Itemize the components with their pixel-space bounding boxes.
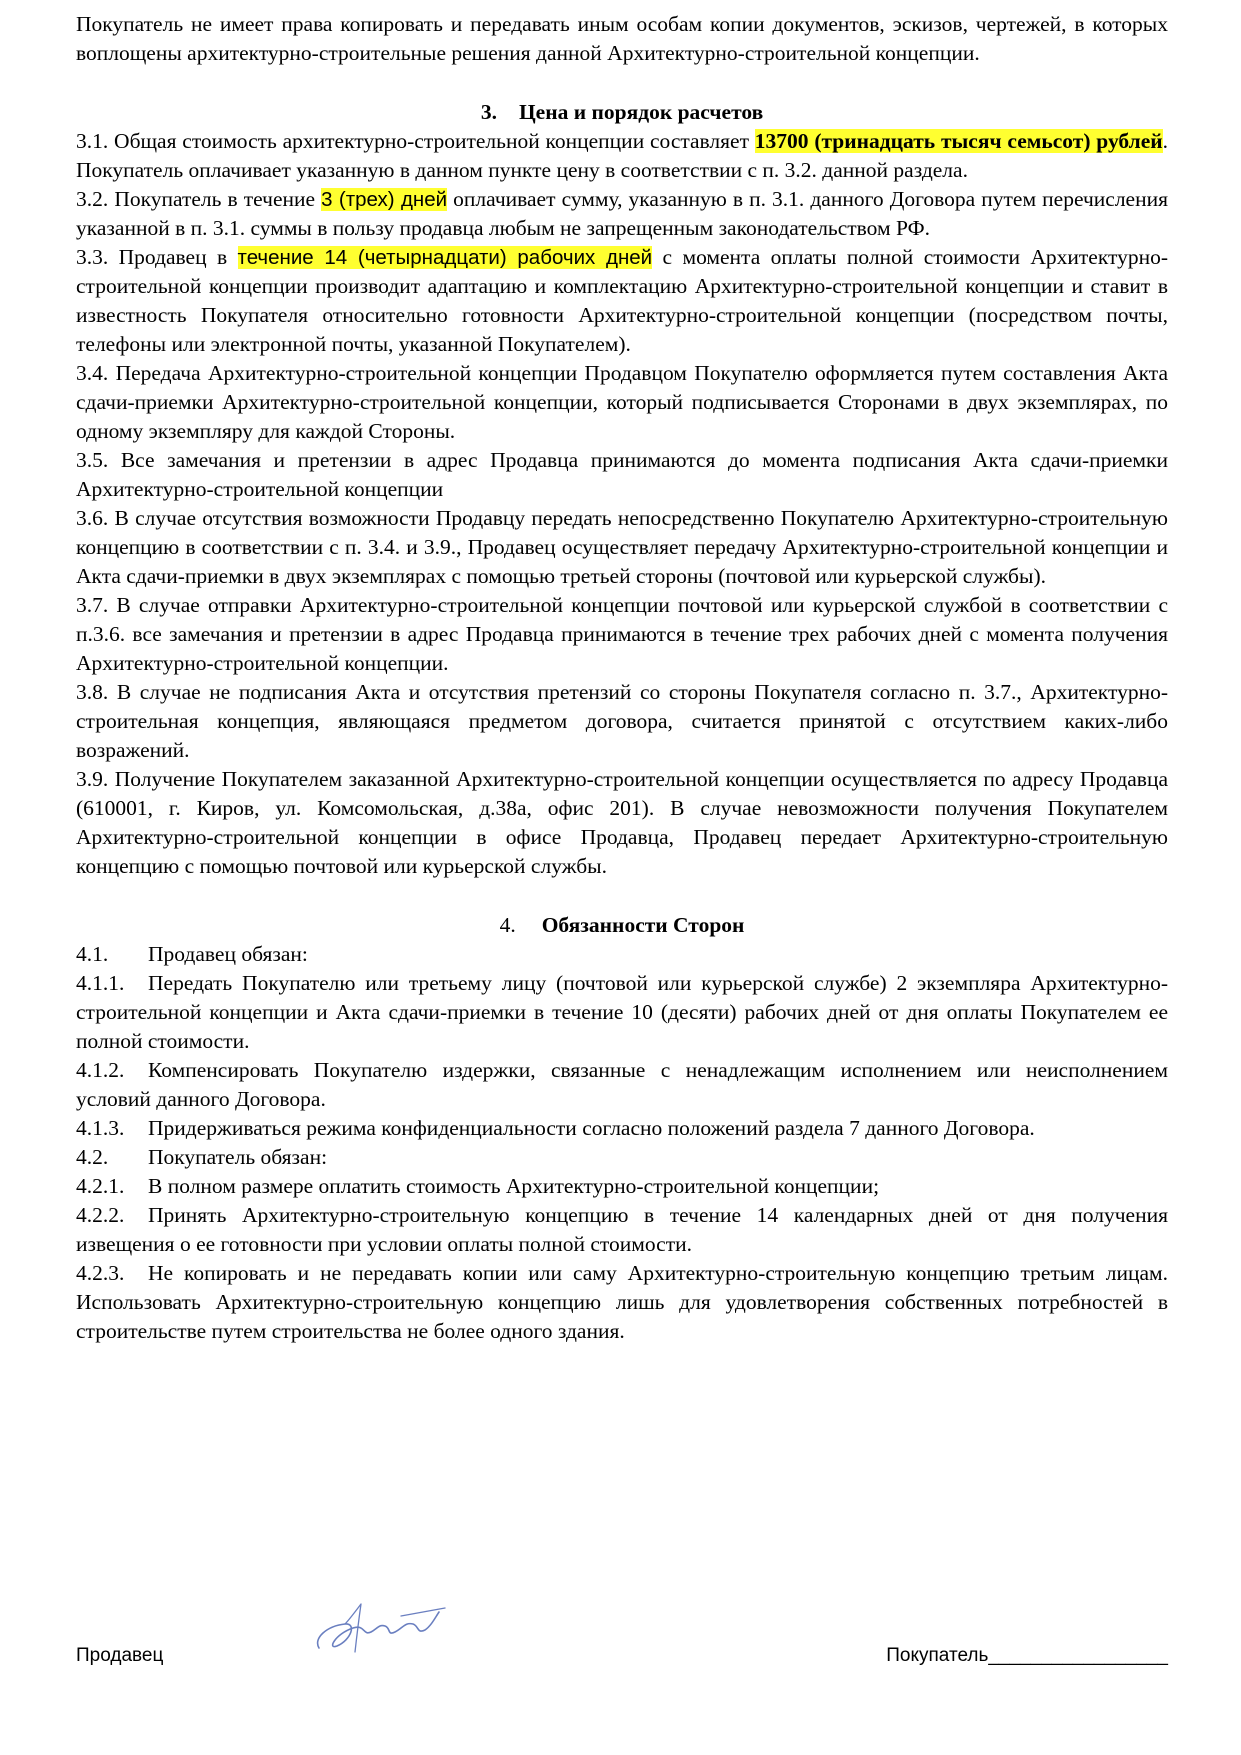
clause-label: 4.2.3. (76, 1261, 125, 1285)
section-3-number: 3. (480, 100, 497, 124)
clause-3-1 (76, 127, 1168, 185)
intro-paragraph: Покупатель не имеет права копировать и передавать иным особам копии документов, эскизов, чертежей, в которых воплощены архитектурно-строительные решения данной Архитектурно-строительной концепции. (76, 12, 1168, 65)
clause-3-1-text: 3.1. Общая стоимость архитектурно-строительной концепции составляет (76, 129, 755, 153)
section-4-heading (76, 911, 1168, 940)
clause-4-2-1 (76, 1172, 1168, 1201)
section-3-heading (76, 98, 1168, 127)
clause-4-1-3 (76, 1114, 1168, 1143)
clause-3-1-text-end: . Покупатель оплачивает указанную в данном пункте цену в соответствии с п. 3.2. данной раздела. (76, 129, 1168, 182)
work-days-highlight: течение 14 (четырнадцати) рабочих дней (237, 246, 653, 269)
clause-3-7: 3.7. В случае отправки Архитектурно-строительной концепции почтовой или курьерской службой в соответствии с п.3.6. все замечания и претензии в адрес Продавца принимаются в течение трех рабочих дней с момента получения Архитектурно-строительной концепции. (76, 593, 1168, 675)
clause-3-3-text-end: с момента оплаты полной стоимости Архитектурно-строительной концепции производит адаптацию и комплектацию Архитектурно-строительной концепции и ставит в известность Покупателя относительно готовности Архитектурно-строительной концепции (посредством почты, телефоны или электронной почты, указанной Покупателем). (76, 245, 1169, 356)
clause-label: 4.2.1. (76, 1174, 125, 1198)
days-highlight: 3 (трех) дней (321, 188, 448, 211)
clause-text: Придерживаться режима конфиденциальности согласно положений раздела 7 данного Договора. (148, 1116, 1035, 1140)
clause-4-2 (76, 1143, 1168, 1172)
clause-4-1-1 (76, 969, 1168, 1056)
buyer-label: Покупатель_________________ (886, 1645, 1168, 1666)
section-3-title: Цена и порядок расчетов (518, 100, 764, 124)
price-highlight: 13700 (тринадцать тысяч семьсот) рублей (754, 129, 1163, 153)
clause-4-1-2 (76, 1056, 1168, 1114)
section-4-title: Обязанности Сторон (541, 913, 745, 937)
clause-4-2-2 (76, 1201, 1168, 1259)
clause-text: Передать Покупателю или третьему лицу (почтовой или курьерской службе) 2 экземпляра Архитектурно-строительной концепции и Акта сдачи-приемки в течение 10 (десяти) рабочих дней от дня оплаты Покупателем ее полной стоимости. (76, 971, 1168, 1053)
clause-3-2-text: 3.2. Покупатель в течение (76, 187, 322, 211)
clause-text: Покупатель обязан: (148, 1145, 328, 1169)
clause-4-2-3 (76, 1259, 1168, 1346)
signature-block (76, 1645, 1168, 1685)
clause-3-3-text: 3.3. Продавец в (76, 245, 238, 269)
clause-label: 4.1.2. (76, 1058, 125, 1082)
clause-label: 4.1.3. (76, 1116, 125, 1140)
clause-text: Принять Архитектурно-строительную концепцию в течение 14 календарных дней от дня получения извещения о ее готовности при условии оплаты полной стоимости. (76, 1203, 1168, 1256)
clause-4-1 (76, 940, 1168, 969)
spacer (76, 68, 1168, 98)
clause-3-2 (76, 185, 1168, 243)
clause-3-3 (76, 243, 1168, 359)
clause-3-8: 3.8. В случае не подписания Акта и отсутствия претензий со стороны Покупателя согласно п. 3.7., Архитектурно-строительная концепция, являющаяся предметом договора, считается принятой с отсутствием каких-либо возражений. (76, 680, 1168, 762)
clause-3-2-text-end: оплачивает сумму, указанную в п. 3.1. данного Договора путем перечисления указанной в п. 3.1. суммы в пользу продавца любым не запрещенным законодательством РФ. (76, 187, 1168, 240)
clause-label: 4.1.1. (76, 971, 125, 995)
clause-label: 4.1. (76, 942, 109, 966)
spacer (76, 881, 1168, 911)
document-body (76, 10, 1168, 1346)
clause-3-6: 3.6. В случае отсутствия возможности Продавцу передать непосредственно Покупателю Архитектурно-строительную концепцию в соответствии с п. 3.4. и 3.9., Продавец осуществляет передачу Архитектурно-строительной концепции и Акта сдачи-приемки в двух экземплярах с помощью третьей стороны (почтовой или курьерской службы). (76, 506, 1168, 588)
clause-3-4: 3.4. Передача Архитектурно-строительной концепции Продавцом Покупателю оформляется путем составления Акта сдачи-приемки Архитектурно-строительной концепции, который подписывается Сторонами в двух экземплярах, по одному экземпляру для каждой Стороны. (76, 361, 1168, 443)
clause-label: 4.2.2. (76, 1203, 125, 1227)
clause-text: Продавец обязан: (148, 942, 308, 966)
clause-text: Компенсировать Покупателю издержки, связанные с ненадлежащим исполнением или неисполнением условий данного Договора. (76, 1058, 1168, 1111)
clause-label: 4.2. (76, 1145, 109, 1169)
clause-text: Не копировать и не передавать копии или саму Архитектурно-строительную концепцию третьим лицам. Использовать Архитектурно-строительную концепцию лишь для удовлетворения собственных потребностей в строительстве путем строительства не более одного здания. (76, 1261, 1168, 1343)
clause-3-5: 3.5. Все замечания и претензии в адрес Продавца принимаются до момента подписания Акта сдачи-приемки Архитектурно-строительной концепции (76, 448, 1168, 501)
section-4-number: 4. (499, 913, 516, 937)
seller-label: Продавец (76, 1645, 164, 1666)
clause-text: В полном размере оплатить стоимость Архитектурно-строительной концепции; (148, 1174, 880, 1198)
clause-3-9: 3.9. Получение Покупателем заказанной Архитектурно-строительной концепции осуществляется по адресу Продавца (610001, г. Киров, ул. Комсомольская, д.38а, офис 201). В случае невозможности получения Покупателем Архитектурно-строительной концепции в офисе Продавца, Продавец передает Архитектурно-строительную концепцию с помощью почтовой или курьерской службы. (76, 767, 1168, 878)
